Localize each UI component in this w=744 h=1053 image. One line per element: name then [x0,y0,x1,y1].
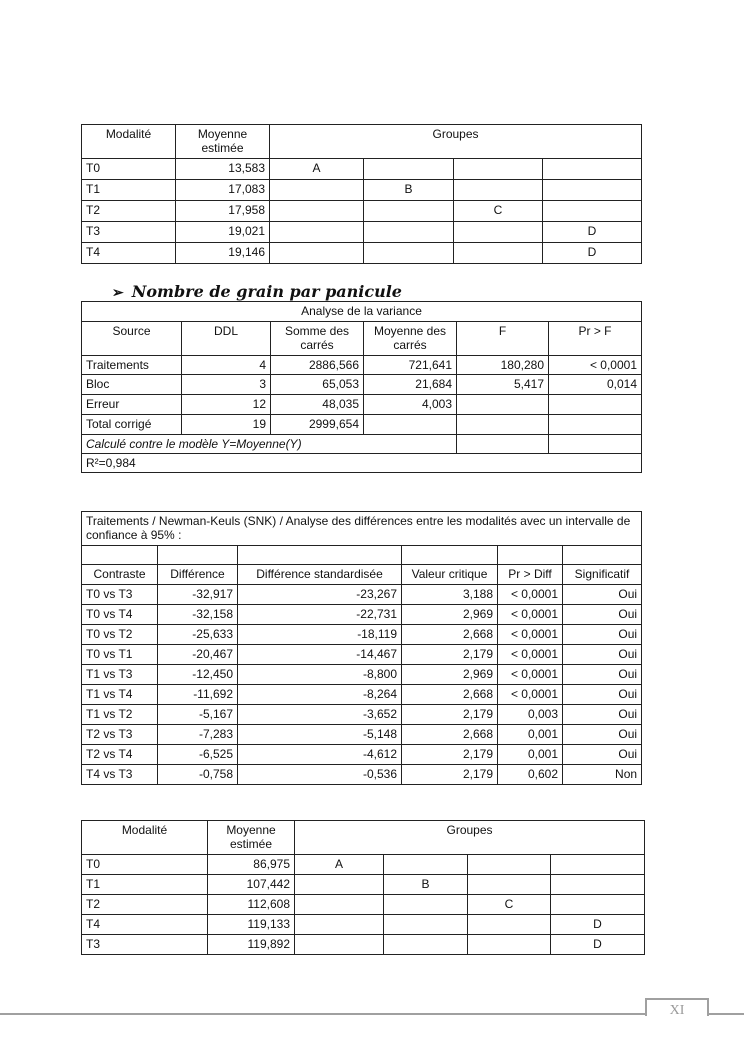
moyenne-cell: 21,684 [364,375,457,395]
group-cell [364,222,454,243]
group-cell [295,935,384,955]
group-cell [384,855,468,875]
pr-diff-cell: 0,001 [498,725,563,745]
moyenne-cell: 13,583 [176,159,270,180]
group-cell: C [468,895,551,915]
contraste-cell: T1 vs T3 [82,665,158,685]
header-valeur-critique: Valeur critique [402,565,498,585]
group-cell: B [384,875,468,895]
table-row [82,395,642,415]
group-cell [270,180,364,201]
contraste-cell: T0 vs T4 [82,605,158,625]
contraste-cell: T2 vs T3 [82,725,158,745]
pr-diff-cell: < 0,0001 [498,685,563,705]
empty-cell [158,546,238,565]
f-cell [457,395,549,415]
moyenne-cell: 119,133 [208,915,295,935]
significatif-cell: Non [563,765,642,785]
valeur-critique-cell: 2,969 [402,665,498,685]
diff-std-cell: -18,119 [238,625,402,645]
diff-std-cell: -23,267 [238,585,402,605]
source-cell: Total corrigé [82,415,182,435]
modalite-cell: T2 [82,895,208,915]
header-somme-carres: Somme des carrés [271,322,364,356]
group-cell [270,243,364,264]
header-difference: Différence [158,565,238,585]
header-pr-f: Pr > F [549,322,642,356]
difference-cell: -6,525 [158,745,238,765]
header-diff-standardisee: Différence standardisée [238,565,402,585]
significatif-cell: Oui [563,625,642,645]
footer-rule-left [0,1013,645,1015]
modalite-cell: T1 [82,180,176,201]
group-cell [364,243,454,264]
table-row [82,765,642,785]
group-cell [454,159,543,180]
significatif-cell: Oui [563,585,642,605]
valeur-critique-cell: 2,179 [402,765,498,785]
pr-diff-cell: 0,602 [498,765,563,785]
modalite-cell: T1 [82,875,208,895]
valeur-critique-cell: 2,179 [402,705,498,725]
diff-std-cell: -0,536 [238,765,402,785]
moyenne-cell: 4,003 [364,395,457,415]
contraste-cell: T0 vs T3 [82,585,158,605]
table-row [82,645,642,665]
anova-table [81,301,642,473]
pr-diff-cell: 0,001 [498,745,563,765]
table-row [82,745,642,765]
modalite-cell: T3 [82,935,208,955]
group-cell: B [364,180,454,201]
snk-table [81,511,642,785]
significatif-cell: Oui [563,745,642,765]
empty-cell [563,546,642,565]
group-cell [364,201,454,222]
header-moyenne: Moyenne estimée [176,125,270,159]
difference-cell: -0,758 [158,765,238,785]
group-cell: D [551,915,645,935]
diff-std-cell: -3,652 [238,705,402,725]
group-cell [468,855,551,875]
moyenne-cell: 86,975 [208,855,295,875]
table-row [82,625,642,645]
diff-std-cell: -4,612 [238,745,402,765]
modalite-cell: T0 [82,159,176,180]
group-cell [468,875,551,895]
group-cell: D [551,935,645,955]
table-row [82,585,642,605]
valeur-critique-cell: 2,179 [402,745,498,765]
valeur-critique-cell: 3,188 [402,585,498,605]
difference-cell: -32,917 [158,585,238,605]
ddl-cell: 4 [182,356,271,375]
ddl-cell: 12 [182,395,271,415]
group-cell [551,855,645,875]
difference-cell: -11,692 [158,685,238,705]
pr-cell [549,395,642,415]
header-source: Source [82,322,182,356]
table-row [82,356,642,375]
header-pr-diff: Pr > Diff [498,565,563,585]
group-cell [270,201,364,222]
moyenne-cell: 17,958 [176,201,270,222]
group-cell [295,875,384,895]
group-cell: A [270,159,364,180]
empty-cell [238,546,402,565]
empty-cell [82,546,158,565]
group-cell [543,159,642,180]
table-row [82,159,642,180]
pr-diff-cell: < 0,0001 [498,645,563,665]
significatif-cell: Oui [563,725,642,745]
pr-diff-cell: < 0,0001 [498,585,563,605]
arrow-bullet-icon: ➢ [112,285,124,301]
table-row [82,895,645,915]
group-cell: D [543,222,642,243]
group-cell [384,895,468,915]
difference-cell: -32,158 [158,605,238,625]
group-cell [551,895,645,915]
snk-title: Traitements / Newman-Keuls (SNK) / Analyse des différences entre les modalités avec un intervalle de confiance à 95% : [82,512,642,546]
f-cell: 180,280 [457,356,549,375]
table-row [82,725,642,745]
section-heading [112,282,402,301]
table-row [82,875,645,895]
group-cell [468,935,551,955]
group-cell: C [454,201,543,222]
difference-cell: -20,467 [158,645,238,665]
diff-std-cell: -5,148 [238,725,402,745]
group-cell [295,915,384,935]
r-squared: R²=0,984 [82,454,642,473]
groups-table-2 [81,820,645,955]
group-cell [454,243,543,264]
table-row [82,705,642,725]
somme-cell: 48,035 [271,395,364,415]
difference-cell: -5,167 [158,705,238,725]
group-cell [364,159,454,180]
header-moyenne: Moyenne estimée [208,821,295,855]
table-row [82,665,642,685]
pr-cell: 0,014 [549,375,642,395]
ddl-cell: 3 [182,375,271,395]
modalite-cell: T4 [82,243,176,264]
valeur-critique-cell: 2,668 [402,725,498,745]
f-cell [457,415,549,435]
table-row [82,605,642,625]
significatif-cell: Oui [563,645,642,665]
pr-diff-cell: < 0,0001 [498,625,563,645]
header-significatif: Significatif [563,565,642,585]
moyenne-cell: 17,083 [176,180,270,201]
group-cell [454,180,543,201]
table-row [82,201,642,222]
groups-table-1 [81,124,642,264]
diff-std-cell: -14,467 [238,645,402,665]
source-cell: Erreur [82,395,182,415]
contraste-cell: T4 vs T3 [82,765,158,785]
moyenne-cell: 107,442 [208,875,295,895]
header-ddl: DDL [182,322,271,356]
pr-cell: < 0,0001 [549,356,642,375]
group-cell [295,895,384,915]
moyenne-cell: 19,021 [176,222,270,243]
anova-note: Calculé contre le modèle Y=Moyenne(Y) [82,435,457,454]
pr-cell [549,415,642,435]
significatif-cell: Oui [563,705,642,725]
somme-cell: 65,053 [271,375,364,395]
header-contraste: Contraste [82,565,158,585]
modalite-cell: T2 [82,201,176,222]
header-moyenne-carres: Moyenne des carrés [364,322,457,356]
group-cell [551,875,645,895]
table-row [82,915,645,935]
modalite-cell: T3 [82,222,176,243]
valeur-critique-cell: 2,969 [402,605,498,625]
empty-cell [402,546,498,565]
group-cell [384,935,468,955]
table-row [82,415,642,435]
header-f: F [457,322,549,356]
group-cell [384,915,468,935]
table-row [82,855,645,875]
group-cell: A [295,855,384,875]
anova-title: Analyse de la variance [82,302,642,322]
ddl-cell: 19 [182,415,271,435]
moyenne-cell: 119,892 [208,935,295,955]
header-modalite: Modalité [82,821,208,855]
moyenne-cell [364,415,457,435]
contraste-cell: T2 vs T4 [82,745,158,765]
source-cell: Traitements [82,356,182,375]
moyenne-cell: 112,608 [208,895,295,915]
moyenne-cell: 721,641 [364,356,457,375]
valeur-critique-cell: 2,668 [402,625,498,645]
modalite-cell: T4 [82,915,208,935]
source-cell: Bloc [82,375,182,395]
table-row [82,375,642,395]
contraste-cell: T1 vs T4 [82,685,158,705]
page-number: XI [669,1003,685,1018]
contraste-cell: T0 vs T1 [82,645,158,665]
table-row [82,935,645,955]
header-modalite: Modalité [82,125,176,159]
header-groupes: Groupes [270,125,642,159]
diff-std-cell: -22,731 [238,605,402,625]
pr-diff-cell: < 0,0001 [498,605,563,625]
significatif-cell: Oui [563,605,642,625]
diff-std-cell: -8,264 [238,685,402,705]
diff-std-cell: -8,800 [238,665,402,685]
table-row [82,243,642,264]
contraste-cell: T1 vs T2 [82,705,158,725]
difference-cell: -7,283 [158,725,238,745]
contraste-cell: T0 vs T2 [82,625,158,645]
table-row [82,222,642,243]
footer-rule-right [707,1013,744,1015]
group-cell [468,915,551,935]
difference-cell: -12,450 [158,665,238,685]
header-groupes: Groupes [295,821,645,855]
group-cell [270,222,364,243]
table-row [82,180,642,201]
group-cell [543,201,642,222]
table-row [82,685,642,705]
f-cell: 5,417 [457,375,549,395]
somme-cell: 2886,566 [271,356,364,375]
group-cell: D [543,243,642,264]
valeur-critique-cell: 2,179 [402,645,498,665]
group-cell [543,180,642,201]
group-cell [454,222,543,243]
significatif-cell: Oui [563,665,642,685]
pr-diff-cell: 0,003 [498,705,563,725]
somme-cell: 2999,654 [271,415,364,435]
difference-cell: -25,633 [158,625,238,645]
valeur-critique-cell: 2,668 [402,685,498,705]
modalite-cell: T0 [82,855,208,875]
empty-cell [549,435,642,454]
significatif-cell: Oui [563,685,642,705]
empty-cell [498,546,563,565]
moyenne-cell: 19,146 [176,243,270,264]
empty-cell [457,435,549,454]
pr-diff-cell: < 0,0001 [498,665,563,685]
section-title: Nombre de grain par panicule [131,282,402,301]
